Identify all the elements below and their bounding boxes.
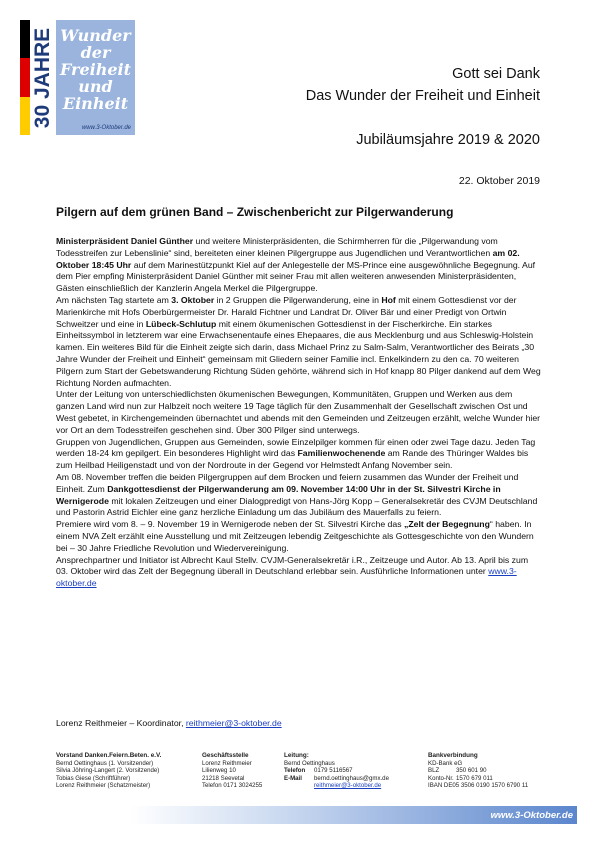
subject-line: Pilgern auf dem grünen Band – Zwischenbericht zur Pilgerwanderung <box>56 205 454 219</box>
german-flag-stripe <box>20 20 30 135</box>
logo-word: der <box>80 43 111 62</box>
logo-word: Einheit <box>62 94 129 113</box>
header-line-2: Das Wunder der Freiheit und Einheit <box>305 88 540 104</box>
flag-red <box>20 58 30 96</box>
paragraph: Unter der Leitung von unterschiedlichsten ökumenischen Bewegungen, Kommunitäten, Gruppen und Werken aus dem ganzen Land wird nun zur Halbzeit noch weitere 19 Tage täglich für den Zusammenhalt der Gesellschaft zwischen Ost und West gebetet, in Kirchengemeinden übernachtet und abends mit den Gemeinden und Zeitzeugen erzählt, welche Wunder hier vor Ort an dem Todesstreifen geschehen sind. Über 300 Pilger sind unterwegs. <box>56 389 541 435</box>
website-link[interactable]: www.3-oktober.de <box>56 566 517 589</box>
logo-panel <box>56 20 135 135</box>
footer-leadership: Leitung: Bernd Oettinghaus Telefon 0179 5116567 E-Mail bernd.oettinghaus@gmx.de reithmeier@3-oktober.de <box>284 752 389 790</box>
footer-board: Vorstand Danken.Feiern.Beten. e.V. Bernd Oettinghaus (1. Vorsitzender) Silvia Jöhring-Langert (2. Vorsitzende) Tobias Giese (Schriftführer) Lorenz Reithmeier (Schatzmeister) <box>56 752 162 790</box>
logo-30-jahre: 30 JAHRE <box>31 27 55 128</box>
flag-black <box>20 20 30 58</box>
flag-gold <box>20 97 30 135</box>
logo-word: und <box>78 77 113 96</box>
document-date: 22. Oktober 2019 <box>458 175 540 187</box>
paragraph: Am nächsten Tag startete am 3. Oktober in 2 Gruppen die Pilgerwanderung, eine in Hof mit einem Gottesdienst vor der Marienkirche mit Hofs Oberbürgermeister Dr. Harald Fichtner und Landrat Dr. Oliver Bär und einer Predigt von Ortwin Schweitzer und eine in Lübeck-Schlutup mit einem ökumenischen Gottesdienst in der Fischerkirche. Ein starkes Einheitssymbol in letzterem war eine Erwachsenentaufe eines Ehepaares, die aus Mecklenburg und aus Schleswig-Holstein kamen. Ein weiteres Bild für die Einheit zeigte sich darin, dass Michael Prinz zu Salm-Salm, Verantwortlicher des Beirats „30 Jahre Wunder der Freiheit und Einheit“ gemeinsam mit Gliedern seiner Familie incl. Enkelkindern zu den ca. 70 weiteren Pilgern zum Start der Gebetswanderung Richtung Süden gehörte, während sich in Hof knapp 80 Pilger dankend auf dem Weg Richtung Norden aufmachten. <box>56 294 541 388</box>
header-line-1: Gott sei Dank <box>452 66 540 82</box>
email-link[interactable]: reithmeier@3-oktober.de <box>185 718 282 728</box>
paragraph: Am 08. November treffen die beiden Pilgergruppen auf dem Brocken und feiern zusammen das Wunder der Freiheit und Einheit. Zum Dankgottesdienst der Pilgerwanderung am 09. November 14:00 Uhr in der St. Silvestri Kirche in Wernigerode mit lokalen Zeitzeugen und einer Dialogpredigt von Hans-Jörg Kopp – Generalsekretär des CVJM Deutschland und Pastorin Astrid Eichler eine ganz herzliche Einladung um das Jubiläum des Mauerfalls zu feiern. <box>56 471 538 518</box>
paragraph: Ministerpräsident Daniel Günther und weitere Ministerpräsidenten, die Schirmherren für die „Pilgerwandung vom Todesstreifen zur Lebenslinie“ sind, bereiteten einer kleinen Pilgergruppe aus Jugendlichen und Verantwortlichen am 02. Oktober 18:45 Uhr auf dem Marinestützpunkt Kiel auf der Anlegestelle der MS-Prince eine ausgewöhnliche Begegnung. Auf dem Pier empfing Ministerpräsident Daniel Günther mit seiner Frau mit allen weiteren anwesenden Ministerpräsidenten, Gästen einschließlich der Kanzlerin Angela Merkel die Pilgergruppe. <box>56 236 536 294</box>
logo-word: Freiheit <box>59 60 132 79</box>
paragraph: Ansprechpartner und Initiator ist Albrecht Kaul Stellv. CVJM-Generalsekretär i.R., Zeitzeuge und Autor. Ab 13. April bis zum 03. Oktober wird das Zelt der Begegnung überall in Deutschland erlebbar sein. Ausführliche Informationen unter www.3-oktober.de <box>56 554 529 589</box>
footer-office: Geschäftsstelle Lorenz Reithmeier Lilienweg 10 21218 Seevetal Telefon 0171 3024255 <box>202 752 263 790</box>
header-jubilee: Jubiläumsjahre 2019 & 2020 <box>356 132 540 148</box>
letter-body <box>56 236 542 590</box>
signature: Lorenz Reithmeier – Koordinator, reithmeier@3-oktober.de <box>56 718 282 728</box>
footer-bank: Bankverbindung KD-Bank eG BLZ 350 601 90 Konto-Nr. 1570 679 011 IBAN DE05 3506 0190 1570 6790 11 <box>428 752 529 790</box>
footer-url: www.3-Oktober.de <box>490 810 573 821</box>
logo-url: www.3-Oktober.de <box>81 125 131 131</box>
paragraph: Premiere wird vom 8. – 9. November 19 in Wernigerode neben der St. Silvestri Kirche das „Zelt der Begegnung“ haben. In einem NVA Zelt erzählt eine Ausstellung und mit Zeitzeugen lebendig Zeitgeschichte als Gottesgeschichte von den Wundern bei – 30 Jahre Friedliche Revolution und Wiedervereinigung. <box>56 519 534 553</box>
footer-email-link[interactable]: reithmeier@3-oktober.de <box>314 782 382 790</box>
logo <box>20 20 135 135</box>
paragraph: Gruppen von Jugendlichen, Gruppen aus Gemeinden, sowie Einzelpilger kommen für einen oder zwei Tage dazu. Jeden Tag werden 18-24 km gepilgert. Ein besonderes Highlight wird das Familienwochenende am Rande des Thüringer Waldes bis zum Heilbad Heiligenstadt und von der Nordroute in der Gegend vor Helmstedt Anfang November sein. <box>56 436 536 471</box>
logo-word: Wunder <box>60 26 131 45</box>
